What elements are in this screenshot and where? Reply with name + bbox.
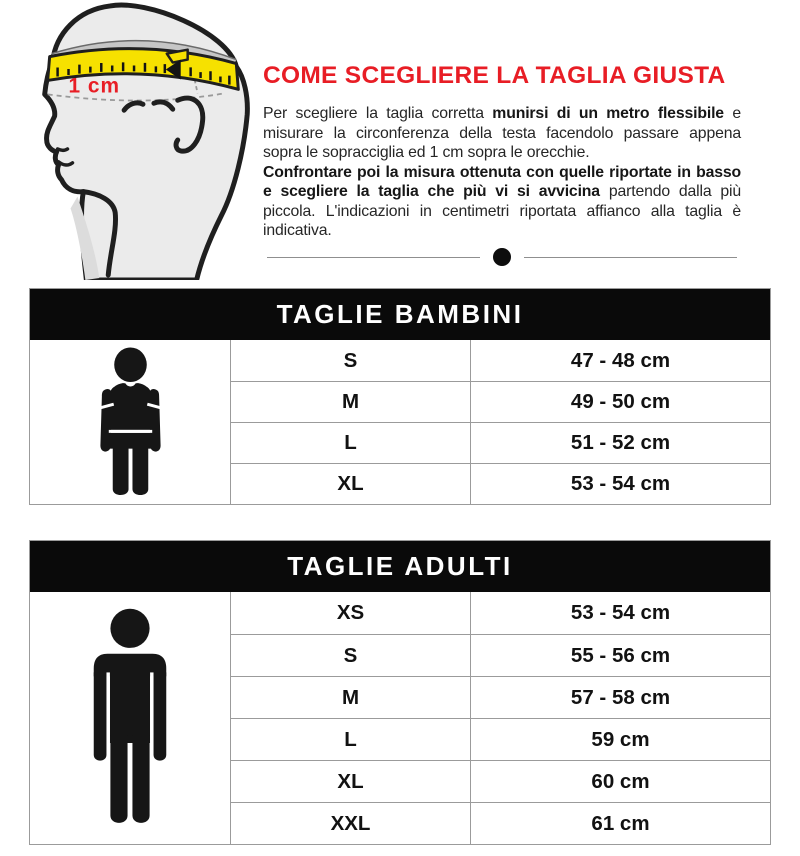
intro-p1-pre: Per scegliere la taglia corretta [263,105,493,122]
size-range: 57 - 58 cm [570,685,671,709]
size-label: XXL [231,803,471,844]
table-row [231,634,770,676]
table-row [231,463,770,504]
table-row [231,760,770,802]
size-label: L [231,423,471,463]
adult-pictogram-icon [81,607,179,829]
table-adulti-header [30,541,770,592]
size-label: XL [231,464,471,504]
size-range: 55 - 56 cm [570,643,671,667]
table-row [231,340,770,381]
intro-p1-bold: munirsi di un metro flessibile [492,105,724,122]
intro-section [263,62,741,241]
table-bambini-header [30,289,770,340]
page-title: COME SCEGLIERE LA TAGLIA GIUSTA [263,62,726,89]
size-range: 59 cm [591,727,650,751]
table-bambini-title: TAGLIE BAMBINI [276,299,524,329]
section-divider [267,248,737,266]
table-taglie-adulti [29,540,771,845]
intro-paragraph-2 [263,163,741,241]
divider-line-left [267,257,480,258]
nostril-line [58,149,68,150]
size-range: 61 cm [591,811,650,835]
size-range: 49 - 50 cm [570,390,671,413]
size-label: XS [231,592,471,634]
table-bambini-body [30,340,770,504]
divider-line-right [524,257,737,258]
table-bambini-rows [231,340,770,504]
child-pictogram-icon [91,347,170,497]
child-icon-cell [30,340,231,504]
adult-icon-cell [30,592,231,844]
size-label: XL [231,761,471,802]
divider-dot [493,248,511,266]
table-row [231,422,770,463]
table-row [231,381,770,422]
table-row [231,802,770,844]
table-adulti-rows [231,592,770,844]
size-range: 53 - 54 cm [570,601,671,624]
size-label: M [231,382,471,422]
table-row [231,718,770,760]
size-range: 53 - 54 cm [570,472,671,495]
intro-p1-post: e misurare la circonferenza della testa facendolo passare appena sopra le sopracciglia ed 1 cm sopra le orecchie. [263,105,742,161]
size-range: 47 - 48 cm [570,348,671,372]
size-range: 60 cm [591,769,650,793]
size-label: S [231,635,471,676]
measure-label: 1 cm [68,74,120,98]
intro-p2-post: partendo dalla più piccola. L'indicazioni in centimetri riportata affianco alla taglia è indicativa. [263,183,742,239]
head-measurement-illustration [25,2,255,280]
table-row [231,592,770,634]
intro-p2-bold: Confrontare poi la misura ottenuta con quelle riportate in basso e scegliere la taglia che più vi si avvicina [263,163,741,200]
table-adulti-body [30,592,770,844]
size-label: S [231,340,471,381]
table-row [231,676,770,718]
size-label: M [231,677,471,718]
table-adulti-title: TAGLIE ADULTI [287,551,513,581]
size-range: 51 - 52 cm [570,431,671,454]
size-label: L [231,719,471,760]
intro-paragraph-1 [263,104,741,163]
table-taglie-bambini [29,288,771,505]
